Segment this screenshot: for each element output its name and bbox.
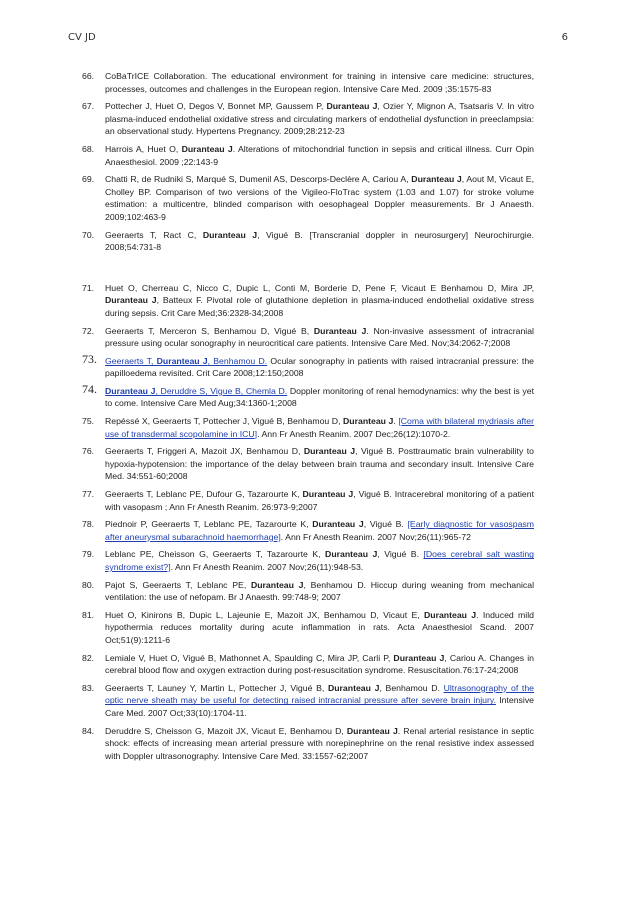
reference-75: 75. Repéssé X, Geeraerts T, Pottecher J, Vigué B, Benhamou D, Duranteau J. [Coma with bilateral mydriasis after use of transdermal scopolamine in ICU]. Ann Fr Anesth Reanim. 2007 Dec;26(12):1070-2. xyxy=(82,416,535,439)
reference-77: 77. Geeraerts T, Leblanc PE, Dufour G, Tazarourte K, Duranteau J, Vigué B. Intracerebral monitoring of a patient with vasopasm ; Ann Fr Anesth Reanim. 26:973-9;2007 xyxy=(82,489,534,512)
reference-80: 80. Pajot S, Geeraerts T, Leblanc PE, Duranteau J, Benhamou D. Hiccup during weaning from mechanical ventilation: the use of nefopam. Br J Anaesth. 99:748-9; 2007 xyxy=(82,579,534,603)
reference-71: 71. Huet O, Cherreau C, Nicco C, Dupic L, Conti M, Borderie D, Pene F, Vicaut E Benhamou D, Mira JP, Duranteau J, Batteux F. Pivotal role of glutathione depletion in plasma-induced endothelial oxidative stress during sepsis. Crit Care Med;36:2328-34;2008 xyxy=(82,282,534,318)
reference-79-link[interactable]: [Does cerebral salt wasting syndrome exist?] xyxy=(105,549,534,572)
reference-84: 84. Deruddre S, Cheisson G, Mazoit JX, Vicaut E, Benhamou D, Duranteau J. Renal arterial resistance in septic shock: effects of increasing mean arterial pressure with norepinephrine on the renal resistive index assessed with Doppler ultrasonography. Intensive Care Med. 33:1557-62;2007 xyxy=(82,725,534,761)
reference-81: 81. Huet O, Kinirons B, Dupic L, Lajeunie E, Mazoit JX, Benhamou D, Vicaut E, Duranteau J. Induced mild hypothermia reduces mortality during acute inflammation in rats. Acta Anaesthesiol Scand. 2007 Oct;51(9):1211-6 xyxy=(82,609,534,645)
reference-76: 76. Geeraerts T, Friggeri A, Mazoit JX, Benhamou D, Duranteau J, Vigué B. Posttraumatic brain vulnerability to hypoxia-hypotension: the importance of the delay between brain trauma and secondary insult. Intensive Care Med. 34:551-60;2008 xyxy=(82,446,534,482)
reference-79: 79. Leblanc PE, Cheisson G, Geeraerts T, Tazarourte K, Duranteau J, Vigué B. [Does cerebral salt wasting syndrome exist?]. Ann Fr Anesth Reanim. 2007 Nov;26(11):948-53. xyxy=(82,549,534,572)
reference-74-link[interactable]: Duranteau J, Deruddre S, Vigue B, Chemla D. xyxy=(105,385,288,396)
reference-73-link[interactable]: Geeraerts T, Duranteau J, Benhamou D. xyxy=(105,355,268,366)
reference-74: 74. Duranteau J, Deruddre S, Vigue B, Chemla D. Doppler monitoring of renal hemodynamics: why the best is yet to come. Intensive Care Med Aug;34:1360-1;2008 xyxy=(82,381,535,409)
reference-83-link[interactable]: Ultrasonography of the optic nerve sheath may be useful for detecting raised intracranial pressure after severe brain injury. xyxy=(105,682,534,706)
header-author: CV JD xyxy=(68,32,96,43)
reference-72: 72. Geeraerts T, Merceron S, Benhamou D, Vigué B, Duranteau J. Non-invasive assessment of intracranial pressure using ocular sonography in neurocritical care patients. Intensive Care Med. Nov;34:2062-7;2008 xyxy=(82,325,534,349)
reference-67: 67. Pottecher J, Huet O, Degos V, Bonnet MP, Gaussem P, Duranteau J, Ozier Y, Mignon A, Tsatsaris V. In vitro plasma-induced endothelial oxidative stress and circulating markers of endothelial dysfunction in preeclampsia: an observational study. Hypertens Pregnancy. 2009;28:212-23 xyxy=(82,101,534,137)
reference-69: 69. Chatti R, de Rudniki S, Marqué S, Dumenil AS, Descorps-Declère A, Cariou A, Duranteau J, Aout M, Vicaut E, Cholley BP. Comparison of two versions of the Vigileo-FloTrac system (1.03 and 1.07) for stroke volume estimation: a multicentre, blinded comparison with oesophageal Doppler measurements. Br J Anaesth. 2009;102:463-9 xyxy=(82,174,534,222)
reference-73: 73. Geeraerts T, Duranteau J, Benhamou D. Ocular sonography in patients with raised intracranial pressure: the papilloedema revisited. Crit Care 2008;12:150;2008 xyxy=(82,351,535,379)
reference-70: 70. Geeraerts T, Ract C, Duranteau J, Vigué B. [Transcranial doppler in neurosurgery] Neurochirurgie. 2008;54:731-8 xyxy=(82,229,534,253)
reference-list xyxy=(82,70,534,762)
page-number: 6 xyxy=(561,32,568,43)
reference-83: 83. Geeraerts T, Launey Y, Martin L, Pottecher J, Vigué B, Duranteau J, Benhamou D. Ultrasonography of the optic nerve sheath may be useful for detecting raised intracranial pressure after severe brain injury. Intensive Care Med. 2007 Oct;33(10):1704-11. xyxy=(82,682,534,718)
reference-66: 66. CoBaTrICE Collaboration. The educational environment for training in intensive care medicine: structures, processes, outcomes and challenges in the European region. Intensive Care Med. 2009 ;35:1575-83 xyxy=(82,71,534,94)
reference-68: 68. Harrois A, Huet O, Duranteau J. Alterations of mitochondrial function in sepsis and critical illness. Curr Opin Anaesthesiol. 2009 ;22:143-9 xyxy=(82,143,534,167)
reference-78: 78. Piednoir P, Geeraerts T, Leblanc PE, Tazarourte K, Duranteau J, Vigué B. [Early diagnostic for vasospasm after aneurysmal subarachnoid haemorrhage]. Ann Fr Anesth Reanim. 2007 Nov;26(11):965-72 xyxy=(82,519,534,542)
reference-75-link[interactable]: [Coma with bilateral mydriasis after use of transdermal scopolamine in ICU] xyxy=(105,416,535,439)
reference-82: 82. Lemiale V, Huet O, Vigué B, Mathonnet A, Spaulding C, Mira JP, Carli P, Duranteau J, Cariou A. Changes in cerebral blood flow and oxygen extraction during post-resuscitation syndrome. Resuscitation.76:17-24;2008 xyxy=(82,652,535,676)
reference-78-link[interactable]: [Early diagnostic for vasospasm after aneurysmal subarachnoid haemorrhage] xyxy=(105,519,534,542)
